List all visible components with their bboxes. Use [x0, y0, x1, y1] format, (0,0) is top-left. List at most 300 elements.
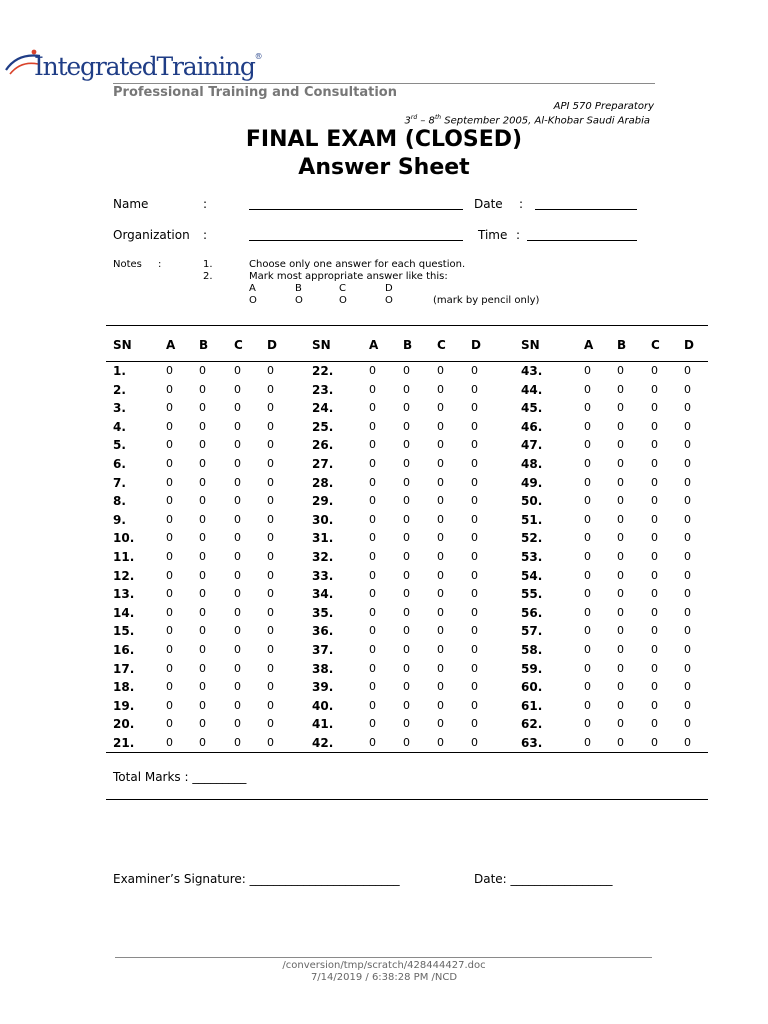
note-text: Mark most appropriate answer like this: — [249, 271, 448, 282]
answer-bubble-d[interactable]: 0 — [471, 512, 478, 526]
answer-bubble-d[interactable]: 0 — [684, 717, 691, 731]
answer-bubble-b[interactable]: 0 — [199, 457, 206, 470]
question-number: 48. — [521, 457, 543, 471]
column-header-sn: SN — [113, 338, 132, 352]
answer-bubble-c[interactable]: 0 — [437, 382, 444, 396]
answer-bubble-c[interactable]: 0 — [234, 736, 241, 749]
answer-bubble-d[interactable]: 0 — [267, 568, 274, 582]
answer-bubble-b[interactable]: 0 — [199, 512, 206, 526]
answer-bubble-d[interactable]: 0 — [267, 364, 274, 377]
answer-bubble-d[interactable]: 0 — [471, 401, 478, 415]
answer-bubble-a[interactable]: 0 — [166, 624, 173, 638]
answer-bubble-c[interactable]: 0 — [234, 698, 241, 712]
answer-bubble-d[interactable]: 0 — [684, 698, 691, 712]
answer-bubble-d[interactable]: 0 — [267, 643, 274, 656]
answer-bubble-c[interactable]: 0 — [234, 550, 241, 563]
answer-bubble-a[interactable]: 0 — [584, 587, 591, 601]
answer-bubble-a[interactable]: 0 — [369, 624, 376, 638]
answer-bubble-b[interactable]: 0 — [617, 661, 624, 675]
answer-bubble-c[interactable]: 0 — [234, 717, 241, 731]
example-letter-b: B — [295, 283, 302, 294]
answer-bubble-c[interactable]: 0 — [437, 419, 444, 433]
column-header-c: C — [437, 338, 446, 352]
column-header-d: D — [471, 338, 481, 352]
answer-bubble-b[interactable]: 0 — [199, 680, 206, 694]
answer-bubble-b[interactable]: 0 — [199, 382, 206, 396]
answer-bubble-a[interactable]: 0 — [369, 717, 376, 731]
name-colon: : — [203, 197, 208, 211]
answer-bubble-a[interactable]: 0 — [584, 717, 591, 731]
answer-bubble-c[interactable]: 0 — [651, 364, 658, 377]
answer-bubble-d[interactable]: 0 — [471, 680, 478, 694]
answer-bubble-b[interactable]: 0 — [617, 643, 624, 656]
answer-bubble-d[interactable]: 0 — [684, 401, 691, 415]
answer-bubble-a[interactable]: 0 — [369, 512, 376, 526]
answer-bubble-a[interactable]: 0 — [584, 531, 591, 545]
answer-bubble-c[interactable]: 0 — [651, 587, 658, 601]
answer-bubble-a[interactable]: 0 — [166, 717, 173, 731]
question-number: 63. — [521, 736, 543, 750]
answer-bubble-d[interactable]: 0 — [471, 382, 478, 396]
answer-bubble-c[interactable]: 0 — [651, 624, 658, 638]
answer-bubble-c[interactable]: 0 — [437, 457, 444, 470]
answer-bubble-b[interactable]: 0 — [617, 494, 624, 508]
answer-bubble-b[interactable]: 0 — [199, 587, 206, 601]
answer-bubble-a[interactable]: 0 — [369, 661, 376, 675]
answer-bubble-b[interactable]: 0 — [617, 475, 624, 489]
answer-bubble-d[interactable]: 0 — [684, 512, 691, 526]
answer-bubble-c[interactable]: 0 — [437, 550, 444, 563]
answer-bubble-b[interactable]: 0 — [199, 605, 206, 619]
answer-bubble-d[interactable]: 0 — [471, 550, 478, 563]
answer-bubble-d[interactable]: 0 — [267, 736, 274, 749]
answer-bubble-c[interactable]: 0 — [651, 531, 658, 545]
answer-bubble-b[interactable]: 0 — [403, 698, 410, 712]
answer-bubble-a[interactable]: 0 — [584, 643, 591, 656]
answer-bubble-a[interactable]: 0 — [166, 698, 173, 712]
answer-bubble-b[interactable]: 0 — [199, 568, 206, 582]
answer-bubble-b[interactable]: 0 — [403, 438, 410, 452]
name-field[interactable] — [249, 209, 463, 210]
answer-bubble-b[interactable]: 0 — [403, 624, 410, 638]
question-number: 20. — [113, 717, 135, 732]
answer-bubble-b[interactable]: 0 — [617, 457, 624, 470]
answer-bubble-a[interactable]: 0 — [166, 550, 173, 563]
answer-bubble-d[interactable]: 0 — [267, 717, 274, 731]
answer-bubble-d[interactable]: 0 — [267, 457, 274, 470]
answer-bubble-a[interactable]: 0 — [369, 457, 376, 470]
answer-bubble-a[interactable]: 0 — [166, 680, 173, 694]
column-header-b: B — [617, 338, 627, 352]
answer-bubble-d[interactable]: 0 — [267, 587, 274, 601]
answer-bubble-b[interactable]: 0 — [199, 736, 206, 749]
answer-bubble-d[interactable]: 0 — [471, 419, 478, 433]
answer-bubble-c[interactable]: 0 — [437, 643, 444, 656]
answer-bubble-b[interactable]: 0 — [199, 643, 206, 656]
table-bottom-rule — [106, 752, 708, 753]
answer-bubble-a[interactable]: 0 — [369, 364, 376, 377]
answer-bubble-c[interactable]: 0 — [234, 457, 241, 470]
question-number: 2. — [113, 382, 126, 397]
answer-bubble-a[interactable]: 0 — [369, 550, 376, 563]
example-mark: O — [295, 295, 303, 306]
answer-bubble-d[interactable]: 0 — [267, 605, 274, 619]
question-number: 41. — [312, 717, 334, 732]
answer-bubble-b[interactable]: 0 — [403, 512, 410, 526]
answer-bubble-c[interactable]: 0 — [234, 643, 241, 656]
answer-bubble-c[interactable]: 0 — [651, 438, 658, 452]
answer-bubble-a[interactable]: 0 — [166, 438, 173, 452]
answer-bubble-d[interactable]: 0 — [684, 587, 691, 601]
answer-bubble-c[interactable]: 0 — [651, 512, 658, 526]
question-number: 26. — [312, 438, 334, 453]
answer-bubble-b[interactable]: 0 — [403, 531, 410, 545]
answer-bubble-c[interactable]: 0 — [651, 568, 658, 582]
answer-bubble-b[interactable]: 0 — [403, 419, 410, 433]
question-number: 50. — [521, 494, 543, 509]
answer-bubble-c[interactable]: 0 — [234, 605, 241, 619]
answer-bubble-a[interactable]: 0 — [166, 587, 173, 601]
answer-bubble-d[interactable]: 0 — [684, 643, 691, 656]
answer-bubble-b[interactable]: 0 — [403, 401, 410, 415]
answer-bubble-a[interactable]: 0 — [584, 605, 591, 619]
date-field[interactable] — [535, 209, 637, 210]
answer-bubble-b[interactable]: 0 — [199, 550, 206, 563]
answer-bubble-c[interactable]: 0 — [234, 475, 241, 489]
time-colon: : — [516, 228, 521, 242]
question-number: 23. — [312, 382, 334, 397]
answer-bubble-d[interactable]: 0 — [267, 698, 274, 712]
answer-bubble-b[interactable]: 0 — [617, 382, 624, 396]
answer-bubble-d[interactable]: 0 — [684, 661, 691, 675]
answer-bubble-c[interactable]: 0 — [437, 475, 444, 489]
answer-bubble-c[interactable]: 0 — [437, 736, 444, 749]
answer-bubble-c[interactable]: 0 — [651, 382, 658, 396]
answer-bubble-b[interactable]: 0 — [199, 494, 206, 508]
answer-bubble-b[interactable]: 0 — [617, 587, 624, 601]
question-number: 58. — [521, 643, 543, 657]
answer-bubble-c[interactable]: 0 — [234, 438, 241, 452]
answer-bubble-d[interactable]: 0 — [267, 419, 274, 433]
answer-bubble-a[interactable]: 0 — [166, 364, 173, 377]
answer-bubble-d[interactable]: 0 — [471, 661, 478, 675]
answer-bubble-c[interactable]: 0 — [234, 419, 241, 433]
example-mark: O — [249, 295, 257, 306]
answer-bubble-a[interactable]: 0 — [584, 661, 591, 675]
answer-bubble-b[interactable]: 0 — [403, 643, 410, 656]
answer-bubble-c[interactable]: 0 — [234, 624, 241, 638]
answer-bubble-b[interactable]: 0 — [199, 419, 206, 433]
answer-bubble-d[interactable]: 0 — [471, 568, 478, 582]
answer-bubble-a[interactable]: 0 — [584, 550, 591, 563]
answer-bubble-a[interactable]: 0 — [369, 494, 376, 508]
answer-bubble-d[interactable]: 0 — [471, 717, 478, 731]
answer-bubble-d[interactable]: 0 — [267, 494, 274, 508]
answer-bubble-c[interactable]: 0 — [651, 661, 658, 675]
answer-bubble-a[interactable]: 0 — [369, 568, 376, 582]
answer-bubble-b[interactable]: 0 — [199, 624, 206, 638]
answer-bubble-b[interactable]: 0 — [617, 550, 624, 563]
answer-bubble-b[interactable]: 0 — [403, 475, 410, 489]
answer-bubble-a[interactable]: 0 — [584, 736, 591, 749]
answer-bubble-d[interactable]: 0 — [471, 475, 478, 489]
answer-bubble-c[interactable]: 0 — [651, 698, 658, 712]
answer-bubble-c[interactable]: 0 — [437, 605, 444, 619]
answer-bubble-a[interactable]: 0 — [166, 643, 173, 656]
answer-bubble-b[interactable]: 0 — [403, 661, 410, 675]
answer-bubble-a[interactable]: 0 — [166, 512, 173, 526]
column-header-a: A — [369, 338, 379, 352]
answer-bubble-c[interactable]: 0 — [651, 643, 658, 656]
answer-bubble-c[interactable]: 0 — [437, 661, 444, 675]
footer-divider — [115, 957, 652, 958]
answer-bubble-b[interactable]: 0 — [617, 401, 624, 415]
note-number: 2. — [203, 271, 213, 282]
answer-bubble-a[interactable]: 0 — [369, 419, 376, 433]
question-number: 15. — [113, 624, 135, 639]
answer-bubble-a[interactable]: 0 — [369, 438, 376, 452]
answer-bubble-c[interactable]: 0 — [651, 550, 658, 563]
answer-bubble-b[interactable]: 0 — [199, 364, 206, 377]
answer-bubble-c[interactable]: 0 — [651, 717, 658, 731]
answer-bubble-b[interactable]: 0 — [617, 624, 624, 638]
answer-bubble-a[interactable]: 0 — [166, 661, 173, 675]
answer-bubble-b[interactable]: 0 — [403, 364, 410, 377]
answer-bubble-d[interactable]: 0 — [267, 680, 274, 694]
column-header-a: A — [166, 338, 176, 352]
answer-bubble-a[interactable]: 0 — [584, 624, 591, 638]
answer-bubble-c[interactable]: 0 — [437, 717, 444, 731]
answer-bubble-b[interactable]: 0 — [403, 457, 410, 470]
answer-bubble-c[interactable]: 0 — [651, 419, 658, 433]
answer-bubble-c[interactable]: 0 — [234, 531, 241, 545]
answer-bubble-b[interactable]: 0 — [403, 382, 410, 396]
answer-bubble-d[interactable]: 0 — [684, 736, 691, 749]
question-number: 9. — [113, 512, 126, 527]
answer-bubble-a[interactable]: 0 — [584, 568, 591, 582]
answer-bubble-d[interactable]: 0 — [267, 475, 274, 489]
answer-bubble-c[interactable]: 0 — [651, 494, 658, 508]
answer-bubble-c[interactable]: 0 — [234, 494, 241, 508]
answer-bubble-a[interactable]: 0 — [166, 382, 173, 396]
answer-bubble-c[interactable]: 0 — [234, 587, 241, 601]
answer-bubble-c[interactable]: 0 — [437, 512, 444, 526]
answer-bubble-c[interactable]: 0 — [234, 661, 241, 675]
answer-bubble-a[interactable]: 0 — [166, 531, 173, 545]
answer-bubble-b[interactable]: 0 — [617, 717, 624, 731]
answer-bubble-c[interactable]: 0 — [651, 475, 658, 489]
question-number: 21. — [113, 736, 135, 750]
answer-bubble-a[interactable]: 0 — [584, 680, 591, 694]
answer-bubble-c[interactable]: 0 — [234, 382, 241, 396]
answer-bubble-b[interactable]: 0 — [403, 717, 410, 731]
answer-bubble-d[interactable]: 0 — [471, 736, 478, 749]
question-number: 52. — [521, 531, 543, 546]
question-number: 44. — [521, 382, 543, 397]
examiner-date: Date: _________________ — [474, 872, 613, 886]
answer-bubble-a[interactable]: 0 — [166, 419, 173, 433]
answer-bubble-c[interactable]: 0 — [234, 680, 241, 694]
answer-bubble-a[interactable]: 0 — [166, 475, 173, 489]
answer-bubble-d[interactable]: 0 — [267, 661, 274, 675]
answer-bubble-b[interactable]: 0 — [199, 717, 206, 731]
answer-bubble-b[interactable]: 0 — [617, 438, 624, 452]
column-header-c: C — [234, 338, 243, 352]
answer-bubble-c[interactable]: 0 — [437, 698, 444, 712]
answer-bubble-d[interactable]: 0 — [471, 643, 478, 656]
answer-bubble-a[interactable]: 0 — [369, 680, 376, 694]
answer-bubble-c[interactable]: 0 — [234, 512, 241, 526]
answer-bubble-d[interactable]: 0 — [267, 401, 274, 415]
notes-colon: : — [158, 259, 162, 270]
answer-bubble-c[interactable]: 0 — [437, 494, 444, 508]
answer-bubble-b[interactable]: 0 — [199, 438, 206, 452]
answer-bubble-c[interactable]: 0 — [234, 568, 241, 582]
answer-bubble-d[interactable]: 0 — [267, 531, 274, 545]
answer-bubble-d[interactable]: 0 — [684, 550, 691, 563]
answer-bubble-c[interactable]: 0 — [437, 624, 444, 638]
answer-bubble-d[interactable]: 0 — [471, 605, 478, 619]
answer-bubble-b[interactable]: 0 — [617, 736, 624, 749]
answer-bubble-b[interactable]: 0 — [617, 698, 624, 712]
question-number: 34. — [312, 587, 334, 602]
answer-bubble-c[interactable]: 0 — [437, 438, 444, 452]
answer-bubble-d[interactable]: 0 — [684, 438, 691, 452]
answer-bubble-d[interactable]: 0 — [471, 587, 478, 601]
answer-bubble-a[interactable]: 0 — [166, 401, 173, 415]
answer-bubble-a[interactable]: 0 — [369, 736, 376, 749]
answer-bubble-d[interactable]: 0 — [267, 512, 274, 526]
answer-bubble-b[interactable]: 0 — [403, 605, 410, 619]
answer-bubble-d[interactable]: 0 — [471, 698, 478, 712]
answer-bubble-b[interactable]: 0 — [199, 698, 206, 712]
answer-bubble-a[interactable]: 0 — [584, 419, 591, 433]
answer-bubble-a[interactable]: 0 — [584, 364, 591, 377]
answer-bubble-a[interactable]: 0 — [369, 643, 376, 656]
answer-bubble-a[interactable]: 0 — [369, 475, 376, 489]
answer-bubble-a[interactable]: 0 — [584, 382, 591, 396]
answer-bubble-b[interactable]: 0 — [199, 401, 206, 415]
answer-bubble-b[interactable]: 0 — [617, 364, 624, 377]
answer-bubble-a[interactable]: 0 — [584, 401, 591, 415]
answer-bubble-a[interactable]: 0 — [166, 494, 173, 508]
answer-bubble-c[interactable]: 0 — [651, 605, 658, 619]
answer-bubble-a[interactable]: 0 — [369, 401, 376, 415]
answer-bubble-b[interactable]: 0 — [403, 587, 410, 601]
question-number: 36. — [312, 624, 334, 639]
answer-bubble-a[interactable]: 0 — [584, 475, 591, 489]
answer-bubble-b[interactable]: 0 — [403, 736, 410, 749]
answer-bubble-d[interactable]: 0 — [471, 457, 478, 470]
answer-bubble-b[interactable]: 0 — [199, 661, 206, 675]
answer-bubble-c[interactable]: 0 — [651, 457, 658, 470]
answer-bubble-a[interactable]: 0 — [584, 512, 591, 526]
question-number: 31. — [312, 531, 334, 546]
answer-bubble-a[interactable]: 0 — [584, 438, 591, 452]
answer-bubble-a[interactable]: 0 — [369, 605, 376, 619]
organization-field[interactable] — [249, 240, 463, 241]
answer-bubble-b[interactable]: 0 — [403, 494, 410, 508]
answer-bubble-d[interactable]: 0 — [684, 624, 691, 638]
page-subtitle: Answer Sheet — [298, 155, 470, 180]
answer-bubble-c[interactable]: 0 — [651, 401, 658, 415]
answer-bubble-c[interactable]: 0 — [651, 680, 658, 694]
answer-bubble-d[interactable]: 0 — [684, 605, 691, 619]
answer-bubble-d[interactable]: 0 — [471, 531, 478, 545]
answer-bubble-b[interactable]: 0 — [403, 568, 410, 582]
answer-bubble-d[interactable]: 0 — [267, 438, 274, 452]
answer-bubble-d[interactable]: 0 — [684, 419, 691, 433]
question-number: 12. — [113, 568, 135, 583]
answer-bubble-d[interactable]: 0 — [267, 550, 274, 563]
answer-bubble-d[interactable]: 0 — [471, 494, 478, 508]
answer-bubble-d[interactable]: 0 — [684, 494, 691, 508]
answer-bubble-a[interactable]: 0 — [166, 568, 173, 582]
answer-bubble-d[interactable]: 0 — [684, 475, 691, 489]
answer-bubble-c[interactable]: 0 — [651, 736, 658, 749]
answer-bubble-c[interactable]: 0 — [437, 401, 444, 415]
question-number: 35. — [312, 605, 334, 620]
answer-bubble-a[interactable]: 0 — [584, 457, 591, 470]
answer-bubble-d[interactable]: 0 — [471, 438, 478, 452]
answer-bubble-c[interactable]: 0 — [437, 531, 444, 545]
answer-bubble-b[interactable]: 0 — [617, 568, 624, 582]
time-field[interactable] — [527, 240, 637, 241]
answer-bubble-c[interactable]: 0 — [437, 680, 444, 694]
answer-bubble-d[interactable]: 0 — [267, 624, 274, 638]
question-number: 32. — [312, 550, 334, 564]
answer-bubble-a[interactable]: 0 — [166, 457, 173, 470]
answer-bubble-d[interactable]: 0 — [684, 364, 691, 377]
answer-bubble-d[interactable]: 0 — [684, 531, 691, 545]
answer-bubble-d[interactable]: 0 — [471, 364, 478, 377]
answer-bubble-d[interactable]: 0 — [267, 382, 274, 396]
answer-bubble-a[interactable]: 0 — [369, 531, 376, 545]
answer-bubble-a[interactable]: 0 — [369, 382, 376, 396]
answer-bubble-b[interactable]: 0 — [617, 531, 624, 545]
answer-bubble-b[interactable]: 0 — [403, 680, 410, 694]
answer-bubble-d[interactable]: 0 — [684, 382, 691, 396]
answer-bubble-b[interactable]: 0 — [617, 419, 624, 433]
answer-bubble-a[interactable]: 0 — [584, 494, 591, 508]
answer-bubble-c[interactable]: 0 — [437, 568, 444, 582]
answer-bubble-c[interactable]: 0 — [234, 364, 241, 377]
answer-bubble-a[interactable]: 0 — [584, 698, 591, 712]
answer-bubble-b[interactable]: 0 — [617, 680, 624, 694]
question-number: 33. — [312, 568, 334, 583]
answer-bubble-a[interactable]: 0 — [166, 736, 173, 749]
company-logo — [4, 46, 262, 86]
answer-bubble-a[interactable]: 0 — [369, 587, 376, 601]
answer-bubble-c[interactable]: 0 — [437, 364, 444, 377]
answer-bubble-b[interactable]: 0 — [199, 531, 206, 545]
answer-bubble-b[interactable]: 0 — [403, 550, 410, 563]
answer-bubble-b[interactable]: 0 — [617, 512, 624, 526]
answer-bubble-c[interactable]: 0 — [437, 587, 444, 601]
answer-bubble-a[interactable]: 0 — [369, 698, 376, 712]
answer-bubble-d[interactable]: 0 — [684, 680, 691, 694]
question-number: 54. — [521, 568, 543, 583]
question-number: 39. — [312, 680, 334, 695]
answer-bubble-d[interactable]: 0 — [684, 457, 691, 470]
answer-bubble-c[interactable]: 0 — [234, 401, 241, 415]
answer-bubble-d[interactable]: 0 — [471, 624, 478, 638]
answer-bubble-a[interactable]: 0 — [166, 605, 173, 619]
answer-bubble-d[interactable]: 0 — [684, 568, 691, 582]
answer-bubble-b[interactable]: 0 — [617, 605, 624, 619]
course-dates: 3rd – 8th September 2005, Al-Khobar Saudi Arabia — [404, 114, 650, 127]
answer-bubble-b[interactable]: 0 — [199, 475, 206, 489]
